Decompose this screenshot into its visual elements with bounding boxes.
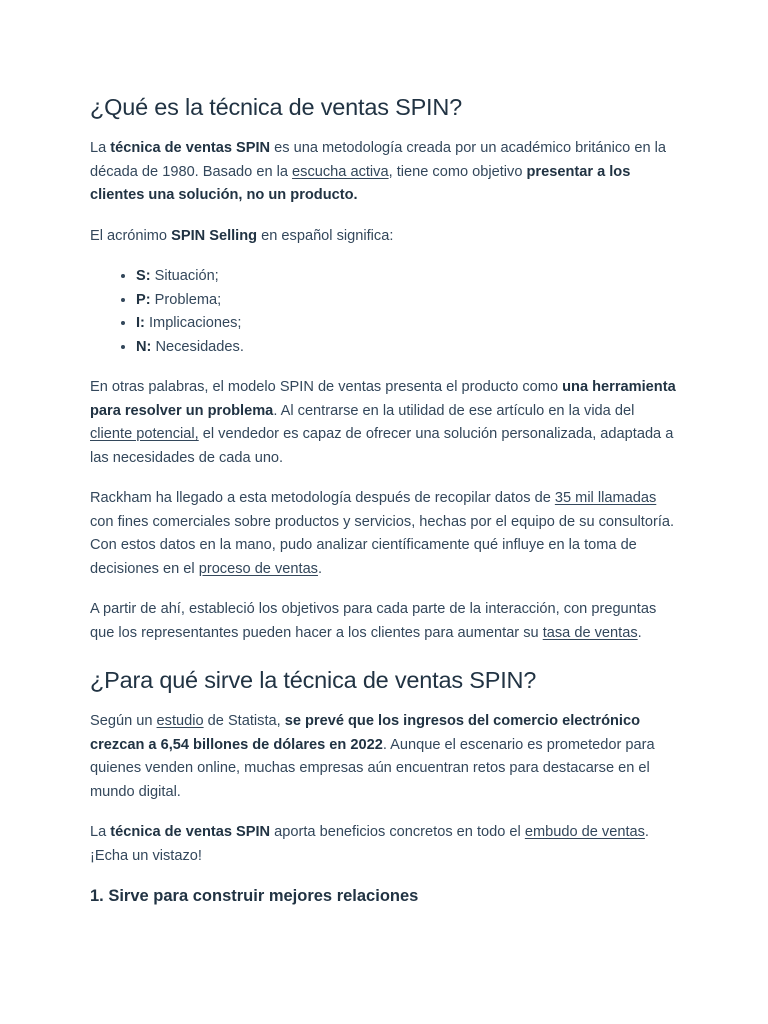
acronym-list xyxy=(90,265,680,359)
text: el vendedor es capaz de ofrecer una solución personalizada, adaptada a las necesidades de cada uno. xyxy=(90,426,674,466)
paragraph-beneficios xyxy=(90,821,680,868)
text: En otras palabras, el modelo SPIN de ventas presenta el producto como xyxy=(90,379,563,395)
text: A partir de ahí, estableció los objetivos para cada parte de la interacción, con preguntas que los representantes pueden hacer a los clientes para aumentar su xyxy=(90,601,657,641)
link-proceso-de-ventas[interactable]: proceso de ventas xyxy=(198,560,318,577)
text: . xyxy=(637,624,642,641)
list-item xyxy=(136,289,680,313)
text: Rackham ha llegado a esta metodología después de recopilar datos de xyxy=(90,490,555,506)
text: con fines comerciales sobre productos y servicios, hechas por el equipo de su consultoría. Con estos datos en la mano, pudo analizar científicamente qué influye en la toma de decisiones en el xyxy=(90,513,675,577)
text: es una metodología creada por un académico británico en la década de 1980. Basado en la xyxy=(90,140,666,180)
text: Según un xyxy=(90,713,157,729)
bold-text: SPIN Selling xyxy=(171,227,258,244)
paragraph-intro xyxy=(90,137,680,208)
text: en español significa: xyxy=(257,227,394,244)
paragraph-a-partir xyxy=(90,598,680,645)
text: aporta beneficios concretos en todo el xyxy=(270,824,525,840)
text: de Statista, xyxy=(203,713,285,729)
list-letter: P: xyxy=(136,291,151,308)
subheading-relaciones: 1. Sirve para construir mejores relaciones xyxy=(90,887,419,905)
bold-text: técnica de ventas SPIN xyxy=(110,140,271,156)
list-item xyxy=(136,336,680,360)
text: La xyxy=(90,140,111,156)
paragraph-statista xyxy=(90,710,680,804)
link-35-mil-llamadas[interactable]: 35 mil llamadas xyxy=(554,490,657,506)
text: . Al centrarse en la utilidad de ese artículo en la vida del xyxy=(273,402,635,419)
list-letter: N: xyxy=(136,338,152,355)
paragraph-rackham xyxy=(90,487,680,581)
link-tasa-de-ventas[interactable]: tasa de ventas xyxy=(542,624,638,641)
heading-para-que-sirve: ¿Para qué sirve la técnica de ventas SPIN? xyxy=(90,667,537,693)
list-text: Necesidades. xyxy=(151,338,244,355)
bold-text: técnica de ventas SPIN xyxy=(110,824,271,840)
text: . ¡Echa un vistazo! xyxy=(90,824,649,864)
bold-text: se prevé que los ingresos del comercio electrónico crezcan a 6,54 billones de dólares en 2022 xyxy=(90,713,640,753)
text: El acrónimo xyxy=(90,227,172,244)
list-text: Problema; xyxy=(150,291,222,308)
list-item xyxy=(136,265,680,289)
text: La xyxy=(90,824,111,840)
link-embudo-de-ventas[interactable]: embudo de ventas xyxy=(524,824,645,840)
link-estudio[interactable]: estudio xyxy=(156,713,204,729)
list-text: Implicaciones; xyxy=(144,315,242,331)
list-text: Situación; xyxy=(150,268,219,284)
list-letter: S: xyxy=(136,268,151,284)
text: , tiene como objetivo xyxy=(388,163,527,180)
link-cliente-potencial[interactable]: cliente potencial, xyxy=(90,426,199,442)
list-item xyxy=(136,312,680,336)
bold-text: una herramienta para resolver un problema xyxy=(90,379,676,419)
link-escucha-activa[interactable]: escucha activa xyxy=(292,163,389,180)
paragraph-otras-palabras xyxy=(90,376,680,470)
article-body xyxy=(90,90,680,908)
paragraph-acronym xyxy=(90,225,680,249)
list-letter: I: xyxy=(136,315,145,331)
text: . Aunque el escenario es prometedor para quienes venden online, muchas empresas aún encuentran retos para destacarse en el mundo digital. xyxy=(90,736,655,800)
text: . xyxy=(317,560,323,577)
bold-text: presentar a los clientes una solución, no un producto. xyxy=(90,163,631,203)
heading-que-es-spin: ¿Qué es la técnica de ventas SPIN? xyxy=(90,94,463,120)
